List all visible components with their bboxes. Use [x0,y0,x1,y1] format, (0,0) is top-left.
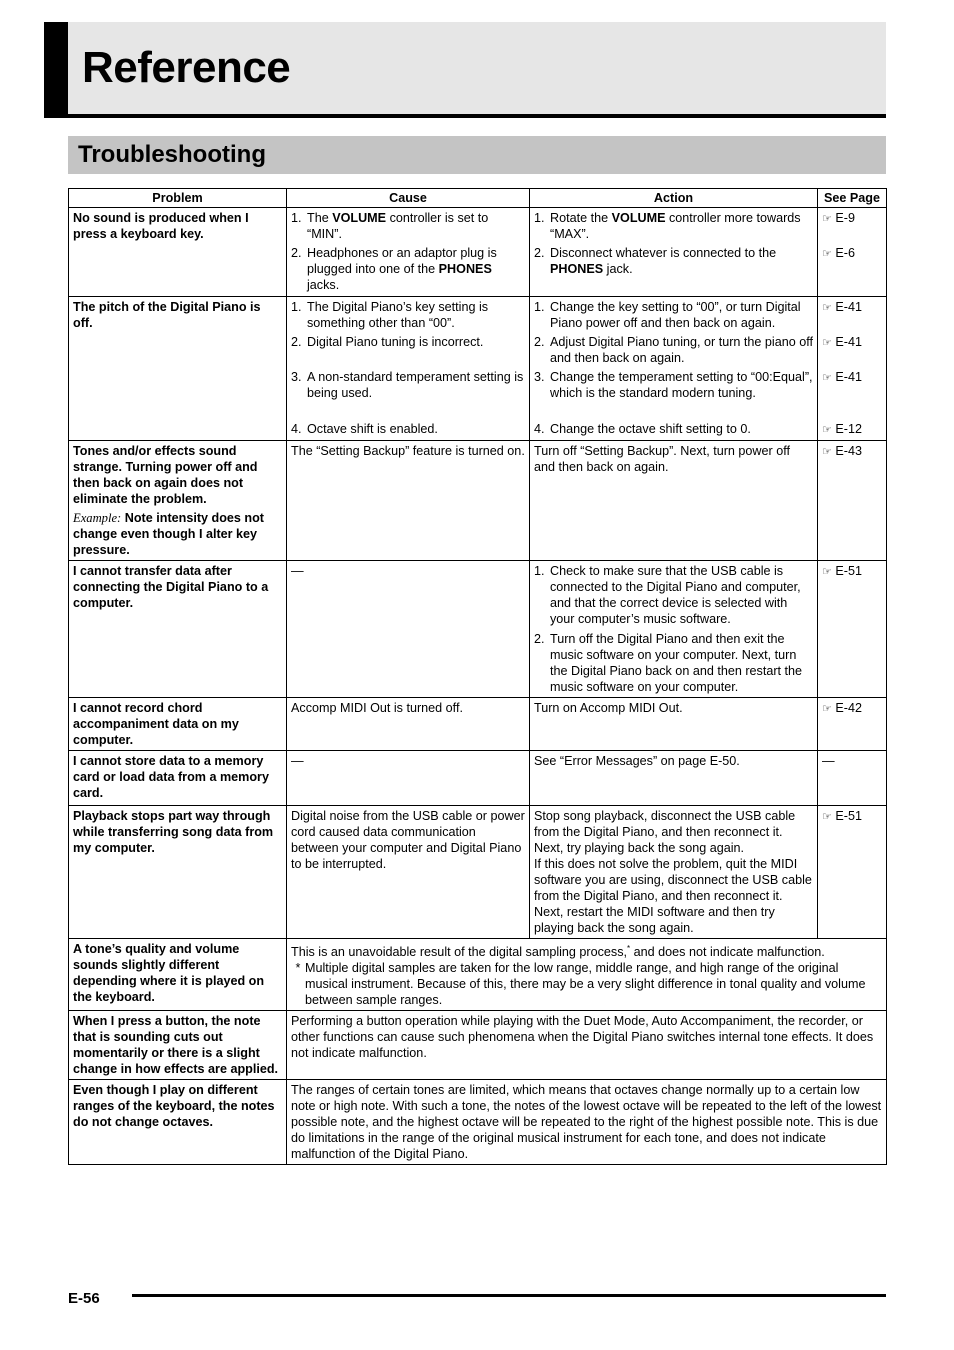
table-row [69,806,887,939]
page-reference [822,421,882,438]
merged-cell [287,1080,887,1165]
ref-text: E-6 [835,246,855,260]
item-number: 4. [534,422,545,436]
action-item [534,369,813,421]
merged-text-main: This is an unavoidable result of the digital sampling process, [291,945,628,960]
item-text: The Digital Piano’s key setting is something other than “00”. [307,300,489,330]
table-row [69,1080,887,1165]
item-text: Disconnect whatever is connected to the [550,246,777,260]
action-item [534,245,813,277]
problem-text: Tones and/or effects sound strange. Turning power off and then back on again does not eliminate the problem. [73,444,258,506]
item-bold: VOLUME [332,211,387,225]
page-reference [822,369,882,421]
problem-cell [69,698,287,751]
action-item [534,210,813,245]
page-reference [822,334,882,369]
action-cell [530,441,818,561]
item-text: controller is set to “MIN”. [307,211,489,241]
item-bold: PHONES [550,262,604,276]
item-number: 1. [291,300,302,314]
item-text: Rotate the [550,211,612,225]
pointing-hand-icon: ☞ [822,424,832,436]
problem-text: When I press a button, the note that is sounding cuts out momentarily or there is a slight change in how effects are applied. [73,1014,279,1077]
item-text: jacks. [307,278,340,292]
action-cell [530,208,818,297]
cause-text: Accomp MIDI Out is turned off. [291,701,463,715]
troubleshooting-table [68,188,887,1165]
ref-text: E-12 [835,422,862,436]
problem-text: Even though I play on different ranges of the keyboard, the notes do not change octaves. [73,1083,275,1130]
page-reference [822,443,882,460]
page-reference [822,299,882,334]
item-number: 2. [291,246,302,260]
problem-text: Playback stops part way through while transferring song data from my computer. [73,809,274,855]
problem-text: A tone’s quality and volume sounds slightly different depending where it is played on the keyboard. [73,942,265,1004]
item-number: 2. [534,246,545,260]
pointing-hand-icon: ☞ [822,811,832,823]
see-page-text: — [822,754,835,768]
problem-text: I cannot record chord accompaniment data on my computer. [73,701,239,747]
action-item [534,563,813,627]
cause-cell [287,441,530,561]
cause-text: — [291,564,304,578]
item-number: 4. [291,422,302,436]
footnote-mark: * [627,944,631,953]
page-reference [822,700,882,717]
item-number: 3. [291,370,302,384]
merged-cell [287,1011,887,1080]
page-title: Reference [82,43,291,92]
reference-header [44,22,886,118]
page-reference [822,210,882,245]
problem-text: No sound is produced when I press a keyboard key. [73,211,249,241]
cause-text: — [291,754,304,768]
item-bold: VOLUME [611,211,666,225]
action-text: See “Error Messages” on page E-50. [534,754,740,768]
footer-rule [132,1294,886,1297]
item-text: Turn off the Digital Piano and then exit the music software on your computer. Next, turn the Digital Piano back on and then restart the music software on your computer. [550,632,803,694]
action-cell [530,751,818,806]
problem-cell [69,561,287,698]
see-page-cell [818,751,887,806]
action-item [534,334,813,369]
action-text: Turn on Accomp MIDI Out. [534,701,683,715]
problem-cell [69,441,287,561]
action-item [534,299,813,334]
problem-text: I cannot store data to a memory card or load data from a memory card. [73,754,269,800]
section-header [68,136,886,174]
merged-cell [287,939,887,1011]
table-row [69,698,887,751]
problem-cell [69,1080,287,1165]
pointing-hand-icon: ☞ [822,446,832,458]
pointing-hand-icon: ☞ [822,337,832,349]
footnote [291,960,882,1008]
item-text: controller more towards “MAX”. [550,211,801,241]
cause-item [291,421,525,437]
footnote-mark: * [295,961,301,976]
header-see-page: See Page [818,189,887,208]
footnote-text: Multiple digital samples are taken for the low range, middle range, and high range of the original musical instrument. Because of this, there may be a very slight difference in tonal quality and volume between sample ranges. [305,961,866,1008]
ref-text: E-9 [835,211,855,225]
problem-cell [69,751,287,806]
item-text: Change the temperament setting to “00:Equal”, which is the standard modern tuning. [550,370,813,400]
action-text: Stop song playback, disconnect the USB cable from the Digital Piano, and then reconnect it. Next, try playing back the song again. [534,809,796,855]
page-reference [822,808,882,825]
ref-text: E-42 [835,701,862,715]
ref-text: E-41 [835,300,862,314]
cause-item [291,210,525,245]
ref-text: E-41 [835,370,862,384]
item-number: 1. [291,211,302,225]
item-bold: PHONES [438,262,492,276]
page-number: E-56 [68,1290,100,1307]
cause-cell [287,806,530,939]
ref-text: E-41 [835,335,862,349]
item-text: The [307,211,333,225]
problem-text: The pitch of the Digital Piano is off. [73,300,261,330]
example-label: Example: [73,511,122,525]
table-row [69,751,887,806]
merged-text-tail: and does not indicate malfunction. [630,945,825,960]
pointing-hand-icon: ☞ [822,248,832,260]
problem-cell [69,1011,287,1080]
action-text: Turn off “Setting Backup”. Next, turn power off and then back on again. [534,444,790,474]
table-row [69,1011,887,1080]
cause-text: Digital noise from the USB cable or power cord caused data communication between your computer and Digital Piano to be interrupted. [291,809,525,871]
problem-cell [69,939,287,1011]
see-page-cell [818,698,887,751]
see-page-cell [818,441,887,561]
see-page-cell [818,561,887,698]
page-reference [822,245,882,262]
item-text: Change the octave shift setting to 0. [550,422,751,436]
header-cause: Cause [287,189,530,208]
header-bar [44,22,68,118]
item-number: 1. [534,564,545,578]
problem-cell [69,297,287,441]
cause-item [291,299,525,334]
ref-text: E-43 [835,444,862,458]
page-reference [822,563,882,580]
item-number: 2. [291,335,302,349]
action-cell [530,561,818,698]
cause-cell [287,561,530,698]
cause-item [291,334,525,369]
problem-example [73,510,282,558]
action-item [534,421,813,437]
item-text: A non-standard temperament setting is being used. [307,370,524,400]
cause-text: The “Setting Backup” feature is turned on. [291,444,525,458]
problem-text: I cannot transfer data after connecting the Digital Piano to a computer. [73,564,269,610]
item-number: 3. [534,370,545,384]
action-cell [530,297,818,441]
table-row [69,939,887,1011]
item-text: Change the key setting to “00”, or turn Digital Piano power off and then back on again. [550,300,801,330]
ref-text: E-51 [835,564,862,578]
header-action: Action [530,189,818,208]
item-number: 1. [534,300,545,314]
pointing-hand-icon: ☞ [822,302,832,314]
problem-cell [69,806,287,939]
pointing-hand-icon: ☞ [822,372,832,384]
see-page-cell [818,297,887,441]
merged-text [291,941,882,960]
item-text: Check to make sure that the USB cable is connected to the Digital Piano and computer, and that the correct device is selected with your computer’s music software. [550,564,801,626]
merged-text: The ranges of certain tones are limited, which means that octaves change normally up to a certain low note or high note. With such a tone, the notes of the lowest octave will be repeated to the left of the lowest possible note, and the highest octave will be repeated to the right of the highest possible note. This is due do limitations in the range of the original musical instrument for each tone, and does not indicate malfunction of the Digital Piano. [291,1083,882,1162]
table-row [69,297,887,441]
problem-cell [69,208,287,297]
item-number: 2. [534,335,545,349]
table-header-row [69,189,887,208]
pointing-hand-icon: ☞ [822,703,832,715]
section-title: Troubleshooting [78,141,266,168]
cause-cell [287,297,530,441]
table-row [69,441,887,561]
cause-cell [287,751,530,806]
table-row [69,561,887,698]
item-text: Adjust Digital Piano tuning, or turn the piano off and then back on again. [550,335,814,365]
item-number: 2. [534,632,545,646]
item-text: Headphones or an adaptor plug is plugged into one of the [307,246,497,276]
action-item [534,631,813,695]
pointing-hand-icon: ☞ [822,566,832,578]
cause-item [291,245,525,293]
see-page-cell [818,208,887,297]
table-row [69,208,887,297]
action-cell [530,806,818,939]
example-text: Note intensity does not change even though I alter key pressure. [73,511,265,557]
cause-item [291,369,525,421]
cause-cell [287,208,530,297]
cause-cell [287,698,530,751]
see-page-cell [818,806,887,939]
merged-text: Performing a button operation while playing with the Duet Mode, Auto Accompaniment, the recorder, or other functions can cause such phenomena when the Digital Piano switches internal tone effects. It does not indicate malfunction. [291,1014,874,1061]
pointing-hand-icon: ☞ [822,213,832,225]
action-cell [530,698,818,751]
item-text: Digital Piano tuning is incorrect. [307,335,484,349]
ref-text: E-51 [835,809,862,823]
item-text: jack. [603,262,633,276]
item-text: Octave shift is enabled. [307,422,438,436]
item-number: 1. [534,211,545,225]
header-problem: Problem [69,189,287,208]
action-text: If this does not solve the problem, quit the MIDI software you are using, disconnect the USB cable from the Digital Piano, and then reconnect it. Next, restart the MIDI software and then try playing back the song again. [534,857,812,935]
